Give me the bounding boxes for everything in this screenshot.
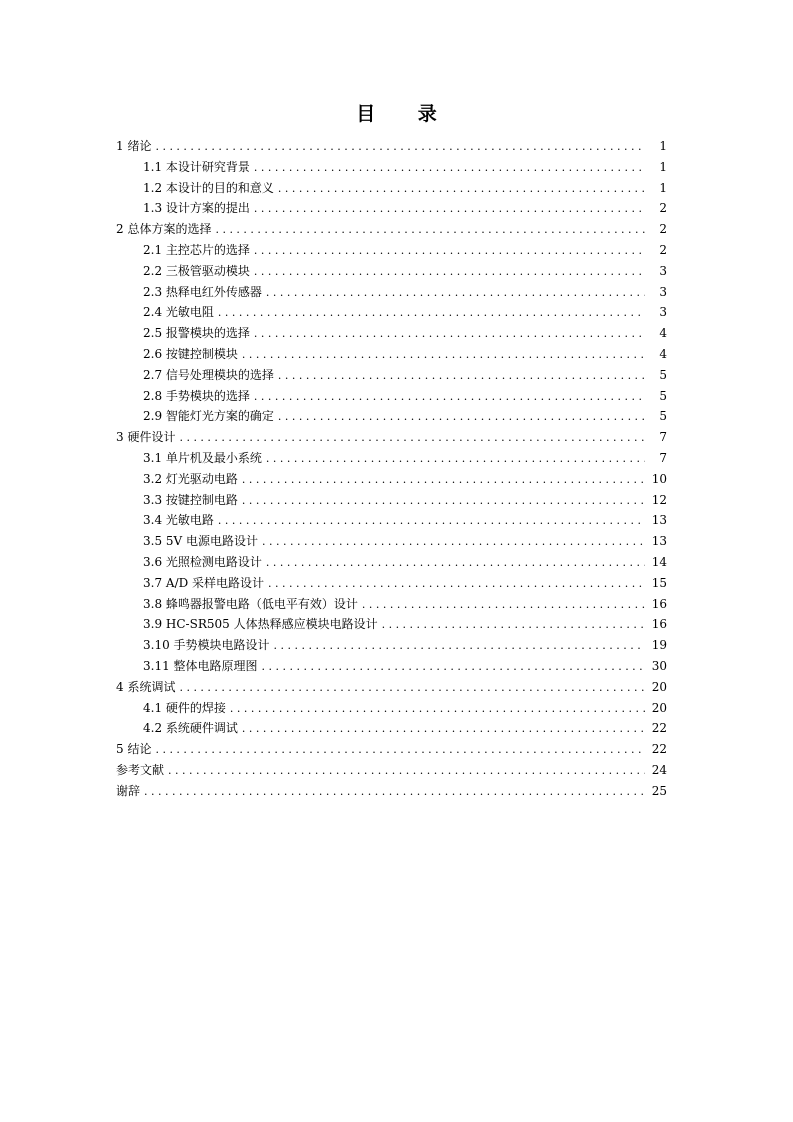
toc-page-number: 13 <box>651 534 667 549</box>
toc-list <box>0 136 793 802</box>
toc-page-number: 22 <box>651 721 667 736</box>
dot-leader <box>266 449 645 470</box>
toc-entry[interactable] <box>0 427 793 448</box>
toc-page-number: 19 <box>651 638 667 653</box>
toc-entry-text: 1.3 设计方案的提出 <box>143 201 250 216</box>
toc-page-number: 2 <box>659 201 667 216</box>
toc-page-number: 22 <box>651 742 667 757</box>
toc-page-number: 2 <box>659 222 667 237</box>
toc-entry-text: 1.2 本设计的目的和意义 <box>143 180 274 195</box>
toc-page-number: 5 <box>659 367 667 382</box>
toc-page-number: 7 <box>659 450 667 465</box>
toc-entry-text: 2 总体方案的选择 <box>116 222 212 237</box>
toc-entry-text: 2.5 报警模块的选择 <box>143 326 250 341</box>
toc-entry-text: 4 系统调试 <box>116 679 176 694</box>
toc-page-number: 7 <box>659 430 667 445</box>
toc-entry[interactable] <box>0 157 793 178</box>
toc-entry[interactable] <box>0 386 793 407</box>
toc-entry[interactable] <box>0 614 793 635</box>
dot-leader <box>155 137 645 158</box>
toc-entry-text: 3.5 5V 电源电路设计 <box>143 534 259 549</box>
toc-entry-text: 2.7 信号处理模块的选择 <box>143 367 274 382</box>
toc-page-number: 12 <box>651 492 667 507</box>
toc-entry[interactable] <box>0 240 793 261</box>
toc-entry[interactable] <box>0 448 793 469</box>
dot-leader <box>382 615 645 636</box>
toc-entry-text: 3.3 按键控制电路 <box>143 492 238 507</box>
toc-entry-text: 2.9 智能灯光方案的确定 <box>143 409 274 424</box>
toc-page-number: 3 <box>659 284 667 299</box>
dot-leader <box>230 699 645 720</box>
toc-entry[interactable] <box>0 760 793 781</box>
toc-page-number: 14 <box>651 554 667 569</box>
toc-entry-text: 2.1 主控芯片的选择 <box>143 242 250 257</box>
dot-leader <box>155 740 645 761</box>
toc-entry-text: 参考文献 <box>116 762 165 777</box>
toc-entry[interactable] <box>0 510 793 531</box>
dot-leader <box>262 657 645 678</box>
toc-entry[interactable] <box>0 261 793 282</box>
dot-leader <box>268 574 645 595</box>
dot-leader <box>254 324 645 345</box>
toc-page-number: 1 <box>659 159 667 174</box>
toc-entry[interactable] <box>0 698 793 719</box>
dot-leader <box>168 761 645 782</box>
toc-entry[interactable] <box>0 136 793 157</box>
toc-entry[interactable] <box>0 469 793 490</box>
toc-page-number: 4 <box>659 346 667 361</box>
dot-leader <box>266 553 645 574</box>
toc-page-number: 16 <box>651 596 667 611</box>
dot-leader <box>144 782 645 803</box>
dot-leader <box>242 345 645 366</box>
dot-leader <box>254 158 645 179</box>
toc-entry[interactable] <box>0 781 793 802</box>
toc-entry[interactable] <box>0 406 793 427</box>
toc-entry-text: 3.8 蜂鸣器报警电路（低电平有效）设计 <box>143 596 358 611</box>
toc-title: 目 录 <box>356 103 455 125</box>
dot-leader <box>179 428 645 449</box>
toc-entry[interactable] <box>0 198 793 219</box>
toc-entry-text: 3.11 整体电路原理图 <box>143 658 258 673</box>
toc-entry-text: 2.4 光敏电阻 <box>143 305 214 320</box>
toc-entry-text: 1.1 本设计研究背景 <box>143 159 250 174</box>
toc-entry-text: 2.3 热释电红外传感器 <box>143 284 262 299</box>
toc-page-number: 13 <box>651 513 667 528</box>
toc-entry[interactable] <box>0 552 793 573</box>
toc-entry-text: 1 绪论 <box>116 139 152 153</box>
dot-leader <box>274 636 645 657</box>
toc-page-number: 2 <box>659 242 667 257</box>
toc-page-number: 15 <box>651 575 667 590</box>
dot-leader <box>254 241 645 262</box>
toc-entry-text: 3.1 单片机及最小系统 <box>143 450 262 465</box>
dot-leader <box>254 199 645 220</box>
dot-leader <box>215 220 645 241</box>
dot-leader <box>242 470 645 491</box>
toc-entry-text: 3.2 灯光驱动电路 <box>143 471 238 486</box>
toc-entry-text: 4.1 硬件的焊接 <box>143 700 226 715</box>
toc-entry[interactable] <box>0 573 793 594</box>
toc-page-number: 25 <box>651 783 667 798</box>
toc-page-number: 20 <box>651 679 667 694</box>
toc-entry-text: 3.7 A/D 采样电路设计 <box>143 575 265 590</box>
toc-page-number: 4 <box>659 326 667 341</box>
dot-leader <box>218 303 645 324</box>
toc-entry-text: 3 硬件设计 <box>116 430 176 445</box>
toc-entry[interactable] <box>0 344 793 365</box>
toc-entry[interactable] <box>0 282 793 303</box>
toc-entry[interactable] <box>0 594 793 615</box>
toc-entry-text: 2.8 手势模块的选择 <box>143 388 250 403</box>
toc-entry-text: 5 结论 <box>116 742 152 757</box>
toc-entry-text: 谢辞 <box>116 783 141 798</box>
dot-leader <box>179 678 645 699</box>
toc-entry[interactable] <box>0 739 793 760</box>
toc-entry[interactable] <box>0 219 793 240</box>
toc-page-number: 24 <box>651 762 667 777</box>
toc-entry[interactable] <box>0 656 793 677</box>
dot-leader <box>266 283 645 304</box>
dot-leader <box>362 595 645 616</box>
toc-entry-text: 4.2 系统硬件调试 <box>143 721 238 736</box>
toc-entry-text: 3.10 手势模块电路设计 <box>143 638 270 653</box>
dot-leader <box>218 511 645 532</box>
dot-leader <box>242 719 645 740</box>
dot-leader <box>278 407 645 428</box>
toc-entry[interactable] <box>0 490 793 511</box>
toc-page-number: 10 <box>651 471 667 486</box>
toc-page-number: 3 <box>659 305 667 320</box>
dot-leader <box>278 366 645 387</box>
dot-leader <box>242 491 645 512</box>
toc-entry[interactable] <box>0 365 793 386</box>
dot-leader <box>278 179 645 200</box>
toc-page-number: 20 <box>651 700 667 715</box>
dot-leader <box>254 262 645 283</box>
toc-entry[interactable] <box>0 531 793 552</box>
toc-entry-text: 2.2 三极管驱动模块 <box>143 263 250 278</box>
toc-page-number: 1 <box>659 180 667 195</box>
dot-leader <box>262 532 645 553</box>
dot-leader <box>254 387 645 408</box>
toc-entry[interactable] <box>0 323 793 344</box>
toc-page-number: 5 <box>659 409 667 424</box>
toc-entry-text: 2.6 按键控制模块 <box>143 346 238 361</box>
toc-page-number: 16 <box>651 617 667 632</box>
toc-entry[interactable] <box>0 635 793 656</box>
toc-entry[interactable] <box>0 178 793 199</box>
toc-entry[interactable] <box>0 677 793 698</box>
toc-entry-text: 3.9 HC-SR505 人体热释感应模块电路设计 <box>143 617 378 632</box>
toc-entry-text: 3.4 光敏电路 <box>143 513 214 528</box>
toc-entry[interactable] <box>0 302 793 323</box>
toc-page-number: 1 <box>659 139 667 153</box>
toc-page-number: 30 <box>651 658 667 673</box>
toc-page-number: 5 <box>659 388 667 403</box>
toc-page-number: 3 <box>659 263 667 278</box>
toc-entry[interactable] <box>0 718 793 739</box>
toc-entry-text: 3.6 光照检测电路设计 <box>143 554 262 569</box>
